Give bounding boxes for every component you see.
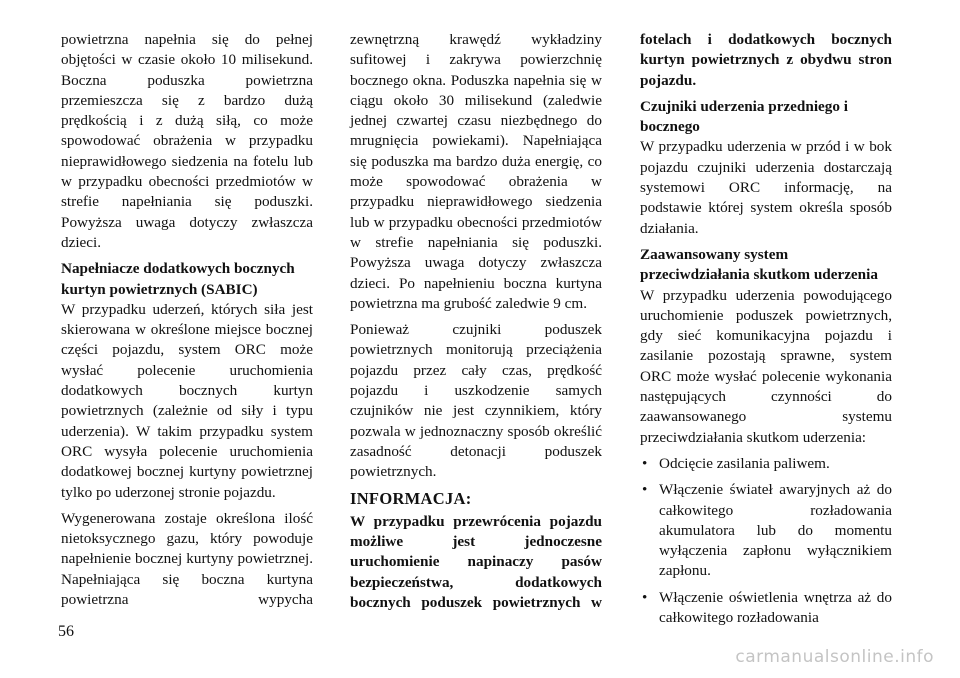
text-column-left: [61, 30, 313, 616]
paragraph-enhanced-accident-response: W przypadku uderzenia powodującego uruchomienie poduszek powietrznych, gdy sieć komunikacyjna pojazdu i zasilanie pozostają sprawne, system ORC może wysłać polecenie wykonania następujących czynności do zaawansowanego systemu przeciwdziałania skutkom uderzenia:: [640, 286, 892, 446]
page-number: 56: [58, 623, 74, 640]
list-item: • Odcięcie zasilania paliwem.: [640, 454, 892, 474]
heading-enhanced-accident-response: Zaawansowany system przeciwdziałania skutkom uderzenia: [640, 245, 878, 284]
list-item: • Włączenie świateł awaryjnych aż do całkowitego rozładowania akumulatora lub do momentu wyłączenia zapłonu wyłącznikiem zapłonu.: [640, 480, 892, 581]
info-rollover-text: W przypadku przewrócenia pojazdu możliwe jest jednoczesne uruchomienie napinaczy pasów bezpieczeństwa, dodatkowych bocznych poduszek powietrznych w: [350, 512, 602, 612]
paragraph-impact-sensors: W przypadku uderzenia w przód i w bok pojazdu czujniki uderzenia dostarczają systemowi ORC informację, na podstawie której system określa sposób działania.: [640, 138, 892, 237]
watermark: carmanualsonline.info: [735, 647, 934, 667]
list-item: • Włączenie oświetlenia wnętrza aż do całkowitego rozładowania: [640, 588, 892, 629]
paragraph-curtain-inflation: zewnętrzną krawędź wykładziny sufitowej i zakrywa powierzchnię bocznego okna. Poduszka napełnia się w ciągu około 30 milisekund (zaledwie jednej czwartej czasu niezbędnego do mrugnięcia powiekami). Napełniająca się poduszka ma bardzo duża energię, co może spowodować obrażenia w przypadku nieprawidłowego siedzenia lub w przypadku obecności przedmiotów w strefie napełniania się poduszki. Powyższa uwaga dotyczy zwłaszcza dzieci. Po napełnieniu boczna kurtyna powietrzna ma grubość zaledwie 9 cm.: [350, 31, 602, 312]
heading-impact-sensors: Czujniki uderzenia przedniego i bocznego: [640, 97, 848, 136]
paragraph-gas-generation: Wygenerowana zostaje określona ilość nietoksycznego gazu, który powoduje napełnienie bocznej kurtyny powietrznej. Napełniająca się boczna kurtyna powietrzna wypycha: [61, 509, 313, 609]
paragraph-side-airbag-inflation: powietrzna napełnia się do pełnej objętości w czasie około 10 milisekund. Boczna poduszka powietrzna przemieszcza się z bardzo dużą prędkością i z dużą siłą, co może spowodować obrażenia w przypadku nieprawidłowego siedzenia na fotelu lub w przypadku obecności przedmiotów w strefie napełniania się poduszki. Powyższa uwaga dotyczy zwłaszcza dzieci.: [61, 31, 313, 251]
paragraph-sensor-monitoring: Ponieważ czujniki poduszek powietrznych monitorują przeciążenia pojazdu przez cały czas, prędkość pojazdu i uszkodzenie samych czujników nie jest czynnikiem, który pozwala w jednoznaczny sposób określić zasadność detonacji poduszek powietrznych.: [350, 321, 602, 481]
bullet-list-response-actions: [640, 454, 892, 628]
info-heading: INFORMACJA:: [350, 488, 472, 508]
text-column-right: [640, 30, 892, 634]
text-column-middle: [350, 30, 602, 619]
paragraph-seat-airbags-continuation: fotelach i dodatkowych bocznych kurtyn powietrznych z obydwu stron pojazdu.: [640, 31, 892, 89]
paragraph-sabic-deployment: W przypadku uderzeń, których siła jest skierowana w określone miejsce bocznej części pojazdu, system ORC może wysłać polecenie uruchomienia dodatkowych bocznych kurtyn powietrznych (zależnie od siły i typu uderzenia). W takim przypadku system ORC wysyła polecenie uruchomienia dodatkowej bocznej kurtyny powietrznej tylko po uderzonej stronie pojazdu.: [61, 300, 313, 501]
heading-sabic: Napełniacze dodatkowych bocznych kurtyn powietrznych (SABIC): [61, 260, 295, 298]
